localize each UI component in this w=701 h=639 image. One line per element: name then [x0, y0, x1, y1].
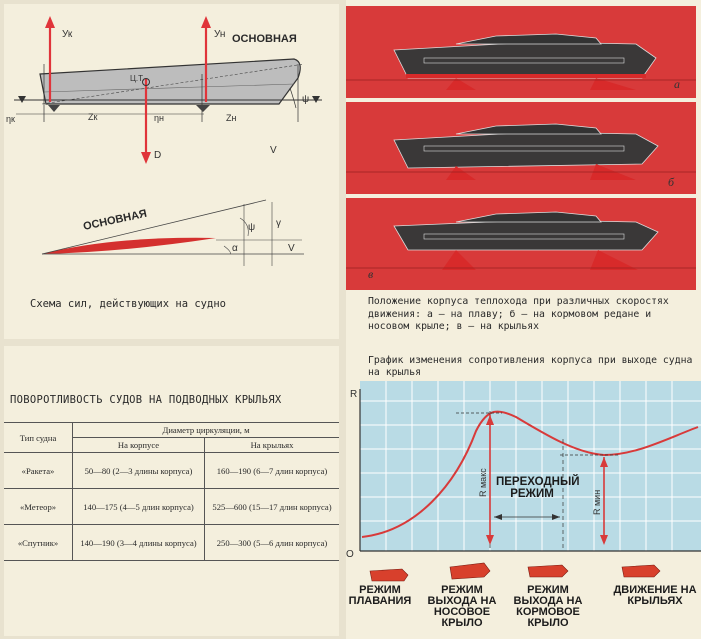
label-zk: Zк: [88, 112, 98, 122]
label-d: D: [154, 150, 162, 161]
label-zn: Zн: [226, 113, 237, 123]
mode-boat-1: [370, 569, 408, 581]
boat-letter-a: а: [674, 77, 680, 91]
boat-box-c: [346, 198, 696, 290]
y-axis-label: R: [350, 389, 358, 400]
row-type: «Спутник»: [4, 525, 73, 561]
label-ct: Ц.Т.: [130, 74, 145, 83]
forces-caption: Схема сил, действующих на судно: [30, 298, 226, 310]
col-hull: На корпусе: [73, 438, 205, 453]
graph-background: [360, 381, 701, 551]
label-yk: Ук: [62, 29, 73, 40]
mode-boat-3: [528, 565, 568, 577]
mode-boat-4: [622, 565, 660, 577]
label-nk: ηк: [6, 114, 15, 124]
mode-label-2: РЕЖИМ ВЫХОДА НА НОСОВОЕ КРЫЛО: [427, 584, 497, 629]
label-osnovnaya-bottom: ОСНОВНАЯ: [82, 207, 148, 233]
hydrofoil-shape: [42, 238, 216, 254]
row-hull: 140—190 (3—4 длины корпуса): [73, 525, 205, 561]
forces-panel: [4, 4, 339, 339]
table-row: [4, 489, 339, 525]
forces-diagram: [4, 4, 339, 294]
table-title: ПОВОРОТЛИВОСТЬ СУДОВ НА ПОДВОДНЫХ КРЫЛЬЯХ: [10, 394, 282, 406]
row-wings: 525—600 (15—17 длин корпуса): [205, 489, 340, 525]
label-nn: ηн: [154, 113, 164, 123]
foil-b-rear: [446, 166, 476, 180]
table-row: [4, 525, 339, 561]
foil-c-front: [590, 250, 638, 270]
row-hull: 50—80 (2—3 длины корпуса): [73, 453, 205, 489]
boat-box-b: [346, 102, 696, 194]
row-type: «Ракета»: [4, 453, 73, 489]
resistance-graph-panel: [346, 345, 701, 639]
col-wings: На крыльях: [205, 438, 340, 453]
label-gamma: γ: [276, 218, 281, 229]
boats-panel: [346, 0, 701, 345]
mode-label-3: РЕЖИМ ВЫХОДА НА КОРМОВОЕ КРЫЛО: [513, 584, 583, 629]
row-type: «Метеор»: [4, 489, 73, 525]
boat-hull-b: [394, 132, 658, 168]
transition-label: ПЕРЕХОДНЫЙ РЕЖИМ: [496, 476, 580, 500]
label-yn: Ун: [214, 29, 226, 40]
col-type: Тип судна: [4, 423, 73, 453]
label-v-bottom: V: [288, 243, 295, 254]
boats-caption: Положение корпуса теплохода при различных скоростях движения: а — на плаву; б — на кормовом редане и носовом крыле; в — на крыльях: [368, 296, 669, 332]
label-alpha: α: [232, 243, 238, 254]
label-psi-bottom: ψ: [248, 222, 256, 233]
origin-label: O: [346, 549, 354, 560]
table-row: [4, 453, 339, 489]
mode-boat-2: [450, 563, 490, 579]
mode-label-1: РЕЖИМ ПЛАВАНИЯ: [348, 584, 412, 607]
row-hull: 140—175 (4—5 длин корпуса): [73, 489, 205, 525]
turning-table: [4, 422, 339, 561]
col-diameter: Диаметр циркуляции, м: [73, 423, 340, 438]
boat-box-a: [346, 6, 696, 98]
r-min-label: R мин: [592, 489, 602, 515]
mode-label-4: ДВИЖЕНИЕ НА КРЫЛЬЯХ: [613, 584, 697, 607]
r-max-label: R макс: [478, 468, 488, 497]
row-wings: 250—300 (5—6 длин корпуса): [205, 525, 340, 561]
boat-letter-b: б: [668, 175, 675, 189]
boat-hull-c: [394, 220, 658, 250]
label-osnovnaya-top: ОСНОВНАЯ: [232, 33, 297, 45]
label-psi-top: ψ: [302, 94, 310, 105]
turning-table-panel: [4, 346, 339, 636]
boat-hull-a: [394, 42, 656, 78]
hull-shape: [40, 59, 300, 104]
row-wings: 160—190 (6—7 длин корпуса): [205, 453, 340, 489]
foil-c-rear: [442, 250, 476, 270]
graph-title: График изменения сопротивления корпуса при выходе судна на крылья: [368, 355, 693, 378]
label-v-top: V: [270, 145, 277, 156]
boat-letter-c: в: [368, 267, 374, 281]
